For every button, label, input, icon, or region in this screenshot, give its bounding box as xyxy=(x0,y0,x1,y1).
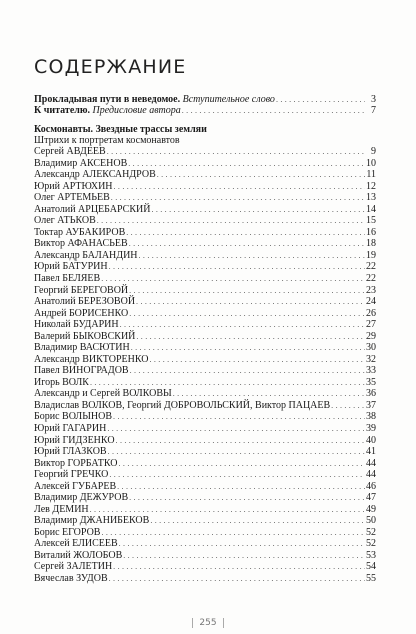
entry-name: Владимир ВАСЮТИН xyxy=(34,342,130,354)
dot-leader xyxy=(129,238,365,249)
entry-name: Алексей ЕЛИСЕЕВ xyxy=(34,538,118,550)
entry-name: Сергей ЗАЛЕТИН xyxy=(34,561,113,573)
dot-leader xyxy=(129,285,365,296)
toc-entry[interactable] xyxy=(34,538,376,549)
toc-entry[interactable] xyxy=(34,169,376,180)
dot-leader xyxy=(150,515,365,526)
entry-name: Валерий БЫКОВСКИЙ xyxy=(34,330,136,342)
toc-entry[interactable] xyxy=(34,365,376,376)
toc-entry[interactable] xyxy=(34,573,376,584)
dot-leader xyxy=(107,146,365,157)
toc-entry[interactable] xyxy=(34,238,376,249)
toc-entry[interactable] xyxy=(34,481,376,492)
dot-leader xyxy=(101,273,365,284)
page-number: 9 xyxy=(371,146,376,157)
entry-name: Георгий БЕРЕГОВОЙ xyxy=(34,284,129,296)
toc-entry[interactable] xyxy=(34,550,376,561)
toc-entry[interactable] xyxy=(34,469,376,480)
intro-title: Прокладывая пути в неведомое. xyxy=(34,94,181,105)
dot-leader xyxy=(109,261,365,272)
page-number: 54 xyxy=(366,561,376,573)
dot-leader xyxy=(119,538,365,549)
dot-leader xyxy=(331,400,365,411)
toc-entry[interactable] xyxy=(34,504,376,515)
dot-leader xyxy=(136,331,365,342)
dot-leader xyxy=(109,469,365,480)
dot-leader xyxy=(114,181,365,192)
dot-leader xyxy=(107,423,365,434)
toc-entry[interactable] xyxy=(34,319,376,330)
dot-leader xyxy=(128,158,365,169)
dot-leader xyxy=(130,365,365,376)
page-number: 22 xyxy=(366,272,376,284)
entry-name: Юрий ГЛАЗКОВ xyxy=(34,446,107,457)
page-number: 16 xyxy=(366,226,376,238)
page-footer xyxy=(0,612,416,630)
entry-name: Владимир ДЕЖУРОВ xyxy=(34,492,129,504)
page-number: 10 xyxy=(366,157,376,169)
toc-intro-row[interactable] xyxy=(34,94,376,105)
toc-entry[interactable] xyxy=(34,146,376,157)
section-heading: Космонавты. Звездные трассы земляи xyxy=(34,124,207,135)
dot-leader xyxy=(182,105,365,116)
entry-name: Анатолий БЕРЕЗОВОЙ xyxy=(34,296,136,307)
entry-name: Борис ВОЛЫНОВ xyxy=(34,411,113,423)
section-subheading: Штрихи к портретам космонавтов xyxy=(34,135,180,146)
toc-entry[interactable] xyxy=(34,527,376,538)
dot-leader xyxy=(111,192,365,203)
toc-entry[interactable] xyxy=(34,561,376,572)
page-number: 12 xyxy=(366,180,376,192)
page-number: 24 xyxy=(366,296,376,307)
toc-entry[interactable] xyxy=(34,377,376,388)
page-number: 15 xyxy=(366,215,376,227)
page-number: 50 xyxy=(366,515,376,527)
entry-name: Юрий БАТУРИН xyxy=(34,261,108,273)
entry-name: Токтар АУБАКИРОВ xyxy=(34,226,126,238)
entry-name: Лев ДЕМИН xyxy=(34,503,89,515)
dot-leader xyxy=(113,561,365,572)
toc-entry[interactable] xyxy=(34,158,376,169)
page-number: 55 xyxy=(366,573,376,584)
entry-name: Георгий ГРЕЧКО xyxy=(34,469,109,481)
page-number: 44 xyxy=(366,457,376,469)
entry-name: Игорь ВОЛК xyxy=(34,376,89,388)
page-number: 14 xyxy=(366,203,376,215)
entry-name: Виктор АФАНАСЬЕВ xyxy=(34,238,128,250)
dot-leader xyxy=(120,319,365,330)
dot-leader xyxy=(173,388,365,399)
dot-leader xyxy=(126,227,365,238)
dot-leader xyxy=(90,504,365,515)
entry-name: Александр ВИКТОРЕНКО xyxy=(34,353,149,365)
entry-name: Александр АЛЕКСАНДРОВ xyxy=(34,169,156,181)
entry-name: Виталий ЖОЛОБОВ xyxy=(34,549,123,561)
entry-name: Павел БЕЛЯЕВ xyxy=(34,272,101,284)
toc-entry[interactable] xyxy=(34,515,376,526)
page-number: 52 xyxy=(366,526,376,538)
page-number: 3 xyxy=(371,94,376,105)
toc-entry[interactable] xyxy=(34,204,376,215)
toc-entry[interactable] xyxy=(34,261,376,272)
dot-leader xyxy=(108,446,365,457)
dot-leader xyxy=(150,354,366,365)
page-number: 38 xyxy=(366,411,376,423)
entry-name: Юрий ГАГАРИН xyxy=(34,423,107,434)
toc-entry[interactable] xyxy=(34,435,376,446)
toc-entry[interactable] xyxy=(34,446,376,457)
page-number: 23 xyxy=(366,284,376,296)
dot-leader xyxy=(101,527,365,538)
toc-entry[interactable] xyxy=(34,342,376,353)
entry-name: Юрий АРТЮХИН xyxy=(34,180,113,192)
entry-name: Андрей БОРИСЕНКО xyxy=(34,307,129,319)
page-number: 13 xyxy=(366,192,376,204)
page-number: 11 xyxy=(366,169,376,181)
page-number: 53 xyxy=(366,549,376,561)
page-number: 47 xyxy=(366,492,376,504)
toc-intro-row[interactable] xyxy=(34,105,376,116)
dot-leader xyxy=(157,169,365,180)
entry-name: Виктор ГОРБАТКО xyxy=(34,457,118,469)
toc-entry[interactable] xyxy=(34,308,376,319)
dot-leader xyxy=(90,377,365,388)
toc-entry[interactable] xyxy=(34,492,376,503)
page-number: 52 xyxy=(366,538,376,550)
page-number: 40 xyxy=(366,434,376,446)
page-number: 27 xyxy=(366,319,376,331)
page-number: 22 xyxy=(366,261,376,273)
page-number: 26 xyxy=(366,307,376,319)
entry-name: Борис ЕГОРОВ xyxy=(34,526,101,538)
entry-name: Владимир ДЖАНИБЕКОВ xyxy=(34,515,150,527)
entry-name: Алексей ГУБАРЕВ xyxy=(34,480,117,492)
dot-leader xyxy=(136,296,365,307)
entry-name: Олег АТЬКОВ xyxy=(34,215,96,227)
toc-entry[interactable] xyxy=(34,181,376,192)
intro-subtitle: Предисловие автора xyxy=(92,105,181,116)
page-title: СОДЕРЖАНИЕ xyxy=(34,56,187,78)
page-number: 49 xyxy=(366,503,376,515)
page-number: 46 xyxy=(366,480,376,492)
page-number: 19 xyxy=(366,249,376,261)
dot-leader xyxy=(276,94,365,105)
entry-name: Юрий ГИДЗЕНКО xyxy=(34,434,115,446)
page-number: 44 xyxy=(366,469,376,481)
dot-leader xyxy=(129,308,365,319)
toc-entry[interactable] xyxy=(34,423,376,434)
dot-leader xyxy=(119,458,365,469)
entry-name: Сергей АВДЕЕВ xyxy=(34,146,106,157)
page-number: 18 xyxy=(366,238,376,250)
toc-entry[interactable] xyxy=(34,388,376,399)
dot-leader xyxy=(131,342,365,353)
page-number: 30 xyxy=(366,342,376,354)
dot-leader xyxy=(129,492,365,503)
dot-leader xyxy=(109,573,365,584)
page-number: 37 xyxy=(366,399,376,411)
intro-subtitle: Вступительное слово xyxy=(182,94,275,105)
entry-name: Александр БАЛАНДИН xyxy=(34,249,138,261)
toc-entry[interactable] xyxy=(34,411,376,422)
toc-entry[interactable] xyxy=(34,458,376,469)
toc-entry[interactable] xyxy=(34,192,376,203)
entry-name: Владислав ВОЛКОВ, Георгий ДОБРОВОЛЬСКИЙ, Виктор ПАЦАЕВ xyxy=(34,399,331,411)
dot-leader xyxy=(113,411,365,422)
dot-leader xyxy=(151,204,365,215)
toc-entry[interactable] xyxy=(34,296,376,307)
page-number: 35 xyxy=(366,376,376,388)
toc-entry[interactable] xyxy=(34,215,376,226)
toc-entry[interactable] xyxy=(34,331,376,342)
entry-name: Павел ВИНОГРАДОВ xyxy=(34,365,129,377)
toc-entry[interactable] xyxy=(34,400,376,411)
intro-title: К читателю. xyxy=(34,105,91,116)
page-number: 39 xyxy=(366,423,376,434)
dot-leader xyxy=(116,435,365,446)
entry-name: Николай БУДАРИН xyxy=(34,319,119,331)
dot-leader xyxy=(123,550,365,561)
page-number: 33 xyxy=(366,365,376,377)
toc-entry[interactable] xyxy=(34,227,376,238)
entry-name: Вячеслав ЗУДОВ xyxy=(34,573,108,584)
entry-name: Владимир АКСЕНОВ xyxy=(34,157,128,169)
page-number: 7 xyxy=(371,105,376,116)
toc-entry[interactable] xyxy=(34,354,376,365)
page-number: 41 xyxy=(366,446,376,457)
entry-name: Анатолий АРЦЕБАРСКИЙ xyxy=(34,203,151,215)
toc-entry[interactable] xyxy=(34,250,376,261)
entry-name: Олег АРТЕМЬЕВ xyxy=(34,192,110,204)
dot-leader xyxy=(117,481,365,492)
footer-page-number: 255 xyxy=(192,618,223,628)
dot-leader xyxy=(97,215,365,226)
toc-entry[interactable] xyxy=(34,273,376,284)
page-number: 36 xyxy=(366,388,376,400)
toc-entry[interactable] xyxy=(34,285,376,296)
page-number: 29 xyxy=(366,330,376,342)
entry-name: Александр и Сергей ВОЛКОВЫ xyxy=(34,388,172,400)
page-number: 32 xyxy=(366,353,376,365)
dot-leader xyxy=(139,250,365,261)
